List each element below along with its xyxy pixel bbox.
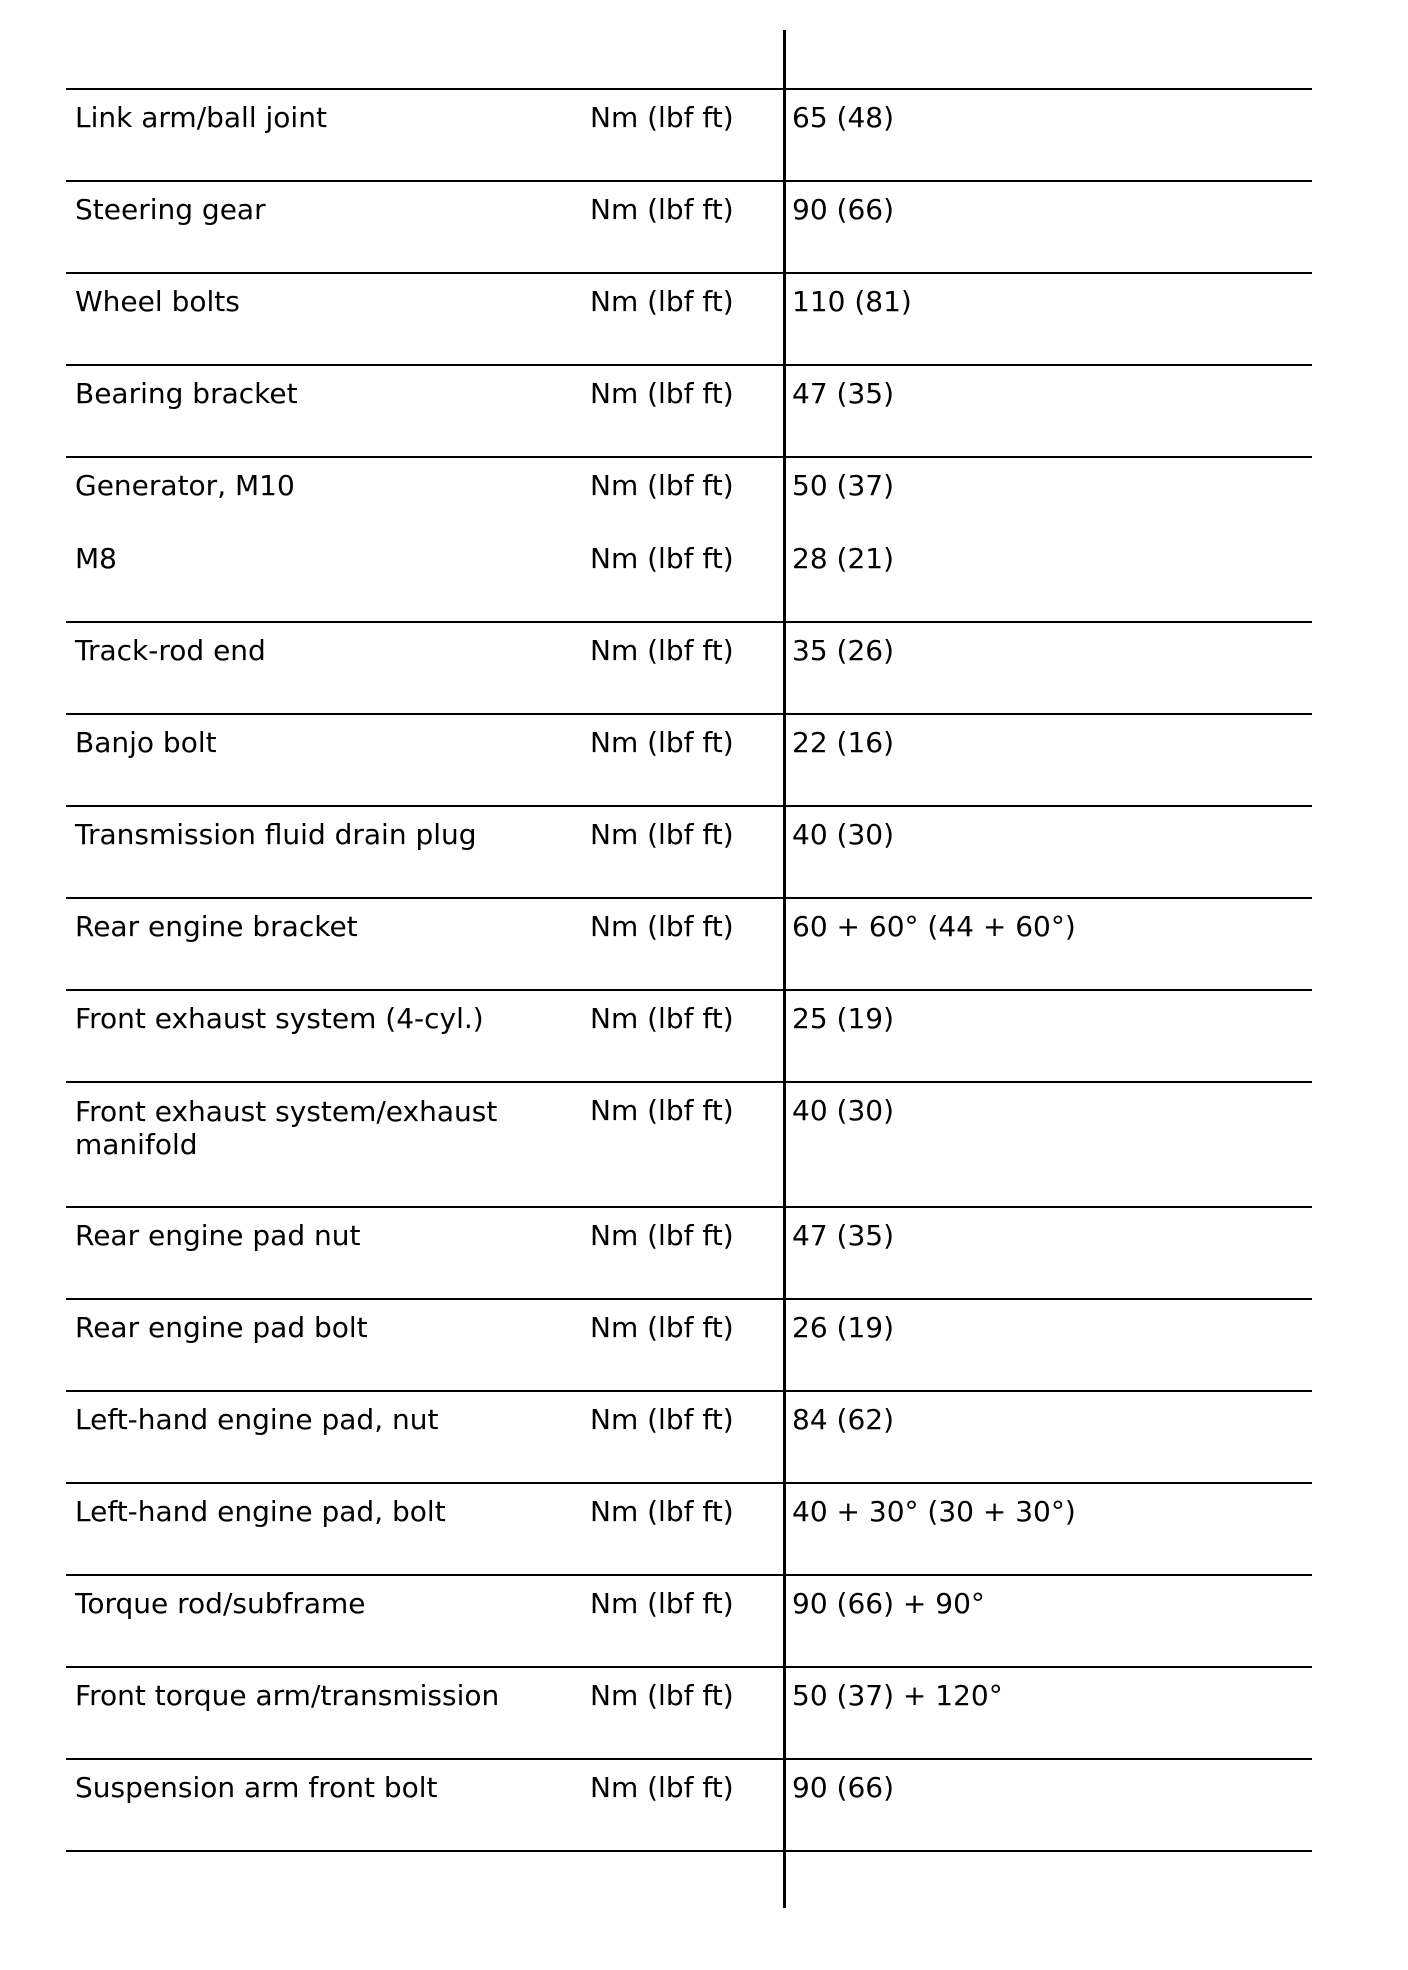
unit-label: Nm (lbf ft) bbox=[590, 101, 734, 134]
unit-label: Nm (lbf ft) bbox=[590, 377, 734, 410]
item-label: Rear engine pad nut bbox=[75, 1219, 361, 1252]
torque-value: 47 (35) bbox=[792, 1219, 895, 1252]
table-row bbox=[66, 1208, 1312, 1300]
table-row bbox=[66, 366, 1312, 458]
table-row bbox=[66, 1083, 1312, 1208]
item-label: Left-hand engine pad, bolt bbox=[75, 1495, 446, 1528]
torque-value: 50 (37) + 120° bbox=[792, 1679, 1003, 1712]
torque-value: 40 + 30° (30 + 30°) bbox=[792, 1495, 1076, 1528]
torque-value: 90 (66) + 90° bbox=[792, 1587, 985, 1620]
torque-value: 47 (35) bbox=[792, 377, 895, 410]
torque-value: 65 (48) bbox=[792, 101, 895, 134]
table-row bbox=[66, 1668, 1312, 1760]
unit-label: Nm (lbf ft) bbox=[590, 1219, 734, 1252]
item-label: Bearing bracket bbox=[75, 377, 298, 410]
table-row bbox=[66, 1484, 1312, 1576]
unit-label: Nm (lbf ft) bbox=[590, 469, 734, 502]
table-row bbox=[66, 182, 1312, 274]
torque-value: 90 (66) bbox=[792, 193, 895, 226]
torque-value: 26 (19) bbox=[792, 1311, 895, 1344]
unit-label: Nm (lbf ft) bbox=[590, 285, 734, 318]
table-row bbox=[66, 90, 1312, 182]
item-label: Track-rod end bbox=[75, 634, 266, 667]
table-row bbox=[66, 715, 1312, 807]
item-label: Front exhaust system (4-cyl.) bbox=[75, 1002, 484, 1035]
item-label: M8 bbox=[75, 542, 117, 575]
unit-label: Nm (lbf ft) bbox=[590, 542, 734, 575]
torque-value: 90 (66) bbox=[792, 1771, 895, 1804]
torque-value: 40 (30) bbox=[792, 1094, 895, 1127]
unit-label: Nm (lbf ft) bbox=[590, 1679, 734, 1712]
torque-value: 35 (26) bbox=[792, 634, 895, 667]
table-row bbox=[66, 1576, 1312, 1668]
torque-value: 40 (30) bbox=[792, 818, 895, 851]
table-row bbox=[66, 1760, 1312, 1852]
unit-label: Nm (lbf ft) bbox=[590, 1311, 734, 1344]
unit-label: Nm (lbf ft) bbox=[590, 1094, 734, 1127]
torque-value: 22 (16) bbox=[792, 726, 895, 759]
torque-value: 25 (19) bbox=[792, 1002, 895, 1035]
torque-value: 50 (37) bbox=[792, 469, 895, 502]
unit-label: Nm (lbf ft) bbox=[590, 1002, 734, 1035]
unit-label: Nm (lbf ft) bbox=[590, 818, 734, 851]
torque-value: 84 (62) bbox=[792, 1403, 895, 1436]
unit-label: Nm (lbf ft) bbox=[590, 1403, 734, 1436]
item-label: Link arm/ball joint bbox=[75, 101, 327, 134]
item-label: Banjo bolt bbox=[75, 726, 217, 759]
item-label: Rear engine pad bolt bbox=[75, 1311, 368, 1344]
item-label: Rear engine bracket bbox=[75, 910, 358, 943]
torque-value: 28 (21) bbox=[792, 542, 895, 575]
table-row bbox=[66, 1392, 1312, 1484]
unit-label: Nm (lbf ft) bbox=[590, 634, 734, 667]
unit-label: Nm (lbf ft) bbox=[590, 1587, 734, 1620]
table-row bbox=[66, 274, 1312, 366]
table-row bbox=[66, 807, 1312, 899]
torque-value: 60 + 60° (44 + 60°) bbox=[792, 910, 1076, 943]
item-label: Front torque arm/transmission bbox=[75, 1679, 500, 1712]
item-label: Wheel bolts bbox=[75, 285, 240, 318]
item-label: Front exhaust system/exhaust manifold bbox=[75, 1095, 498, 1161]
unit-label: Nm (lbf ft) bbox=[590, 193, 734, 226]
table-row bbox=[66, 899, 1312, 991]
item-label: Generator, M10 bbox=[75, 469, 295, 502]
item-label: Left-hand engine pad, nut bbox=[75, 1403, 439, 1436]
torque-spec-table bbox=[66, 88, 1312, 1852]
unit-label: Nm (lbf ft) bbox=[590, 726, 734, 759]
unit-label: Nm (lbf ft) bbox=[590, 1771, 734, 1804]
table-row bbox=[66, 1300, 1312, 1392]
unit-label: Nm (lbf ft) bbox=[590, 1495, 734, 1528]
item-label: Suspension arm front bolt bbox=[75, 1771, 438, 1804]
table-row bbox=[66, 991, 1312, 1083]
item-label: Torque rod/subframe bbox=[75, 1587, 366, 1620]
item-label: Steering gear bbox=[75, 193, 266, 226]
table-row bbox=[66, 458, 1312, 623]
item-label: Transmission fluid drain plug bbox=[75, 818, 477, 851]
unit-label: Nm (lbf ft) bbox=[590, 910, 734, 943]
torque-value: 110 (81) bbox=[792, 285, 912, 318]
table-row bbox=[66, 623, 1312, 715]
